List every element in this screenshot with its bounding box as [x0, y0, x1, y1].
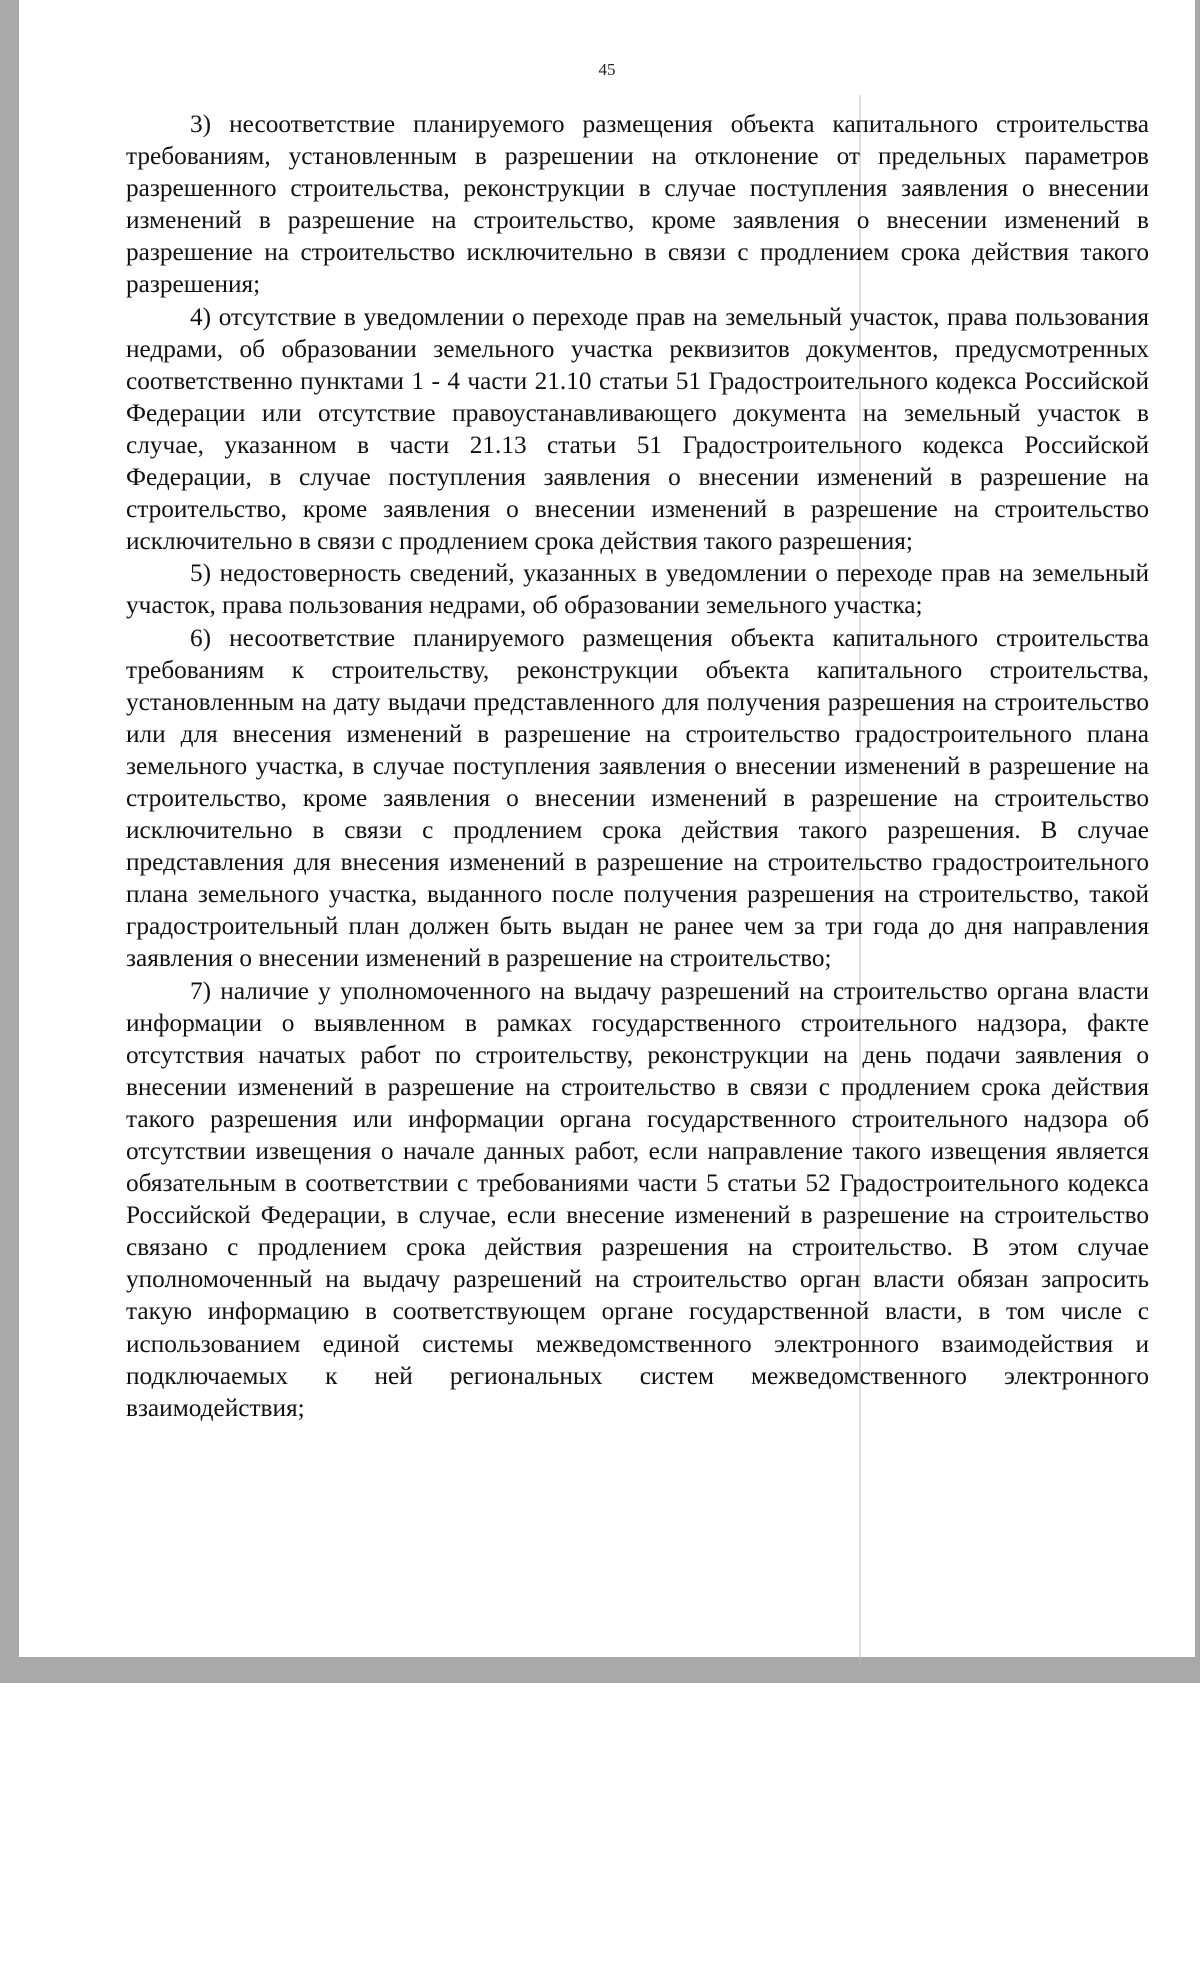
page-number: 45 — [598, 60, 616, 79]
page-body — [126, 108, 1149, 1424]
paragraph-item-3: 3) несоответствие планируемого размещения объекта капитального строительства требованиям, установленным в разрешении на отклонение от предельных параметров разрешенного строительства, реконструкции в случае поступления заявления о внесении изменений в разрешение на строительство, кроме заявления о внесении изменений в разрешение на строительство исключительно в связи с продлением срока действия такого разрешения; — [126, 110, 1149, 299]
paragraph-item-7: 7) наличие у уполномоченного на выдачу разрешений на строительство органа власти информации о выявленном в рамках государственного строительного надзора, факте отсутствия начатых работ по строительству, реконструкции на день подачи заявления о внесении изменений в разрешение на строительство в связи с продлением срока действия такого разрешения или информации органа государственного строительного надзора об отсутствии извещения о начале данных работ, если направление такого извещения является обязательным в соответствии с требованиями части 5 статьи 52 Градостроительного кодекса Российской Федерации, в случае, если внесение изменений в разрешение на строительство связано с продлением срока действия разрешения на строительство. В этом случае уполномоченный на выдачу разрешений на строительство орган власти обязан запросить такую информацию в соответствующем органе государственной власти, в том числе с использованием единой системы межведомственного электронного взаимодействия и подключаемых к ней региональных систем межведомственного электронного взаимодействия; — [126, 976, 1149, 1422]
paragraph-item-4: 4) отсутствие в уведомлении о переходе прав на земельный участок, права пользования недрами, об образовании земельного участка реквизитов документов, предусмотренных соответственно пунктами 1 - 4 части 21.10 статьи 51 Градостроительного кодекса Российской Федерации или отсутствие правоустанавливающего документа на земельный участок в случае, указанном в части 21.13 статьи 51 Градостроительного кодекса Российской Федерации, в случае поступления заявления о внесении изменений в разрешение на строительство, кроме заявления о внесении изменений в разрешение на строительство исключительно в связи с продлением срока действия такого разрешения; — [126, 302, 1149, 556]
paragraph-item-6: 6) несоответствие планируемого размещения объекта капитального строительства требованиям к строительству, реконструкции объекта капитального строительства, установленным на дату выдачи представленного для получения разрешения на строительство или для внесения изменений в разрешение на строительство градостроительного плана земельного участка, в случае поступления заявления о внесении изменений в разрешение на строительство, кроме заявления о внесении изменений в разрешение на строительство исключительно в связи с продлением срока действия такого разрешения. В случае представления для внесения изменений в разрешение на строительство градостроительного плана земельного участка, выданного после получения разрешения на строительство, такой градостроительный план должен быть выдан не ранее чем за три года до дня направления заявления о внесении изменений в разрешение на строительство; — [126, 623, 1149, 973]
paragraph-item-5: 5) недостоверность сведений, указанных в уведомлении о переходе прав на земельный участок, права пользования недрами, об образовании земельного участка; — [126, 559, 1149, 620]
document-page — [19, 0, 1195, 1657]
